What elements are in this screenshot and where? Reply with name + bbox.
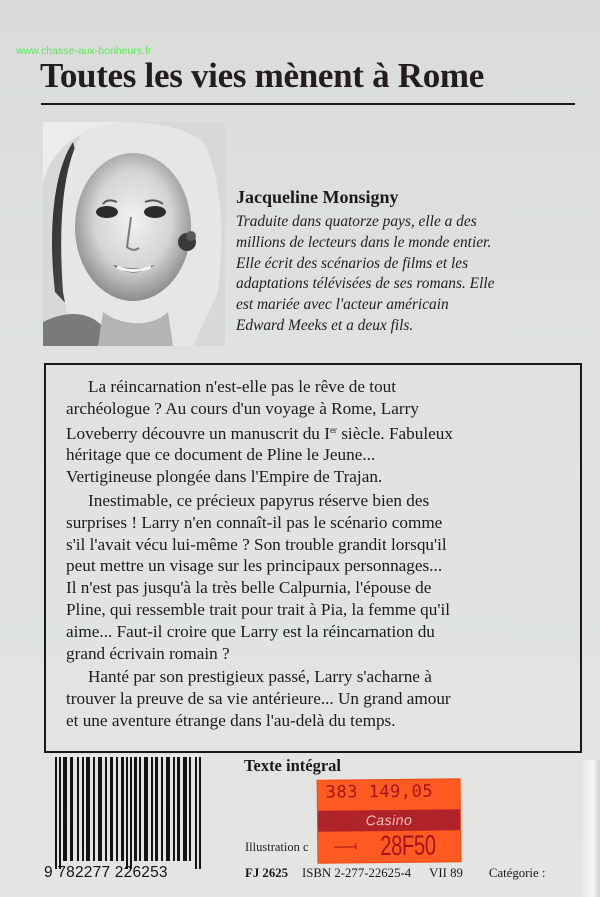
summary-line: héritage que ce document de Pline le Jeune...	[66, 445, 376, 465]
summary-line: Pline, qui ressemble trait pour trait à Pia, la femme qu'il	[66, 599, 450, 619]
summary-line: aime... Faut-il croire que Larry est la réincarnation du	[66, 621, 435, 641]
summary-line: archéologue ? Au cours d'un voyage à Rome, Larry	[66, 398, 419, 418]
summary-line-head: Loveberry découvre un manuscrit du I	[66, 423, 330, 443]
summary-line: peut mettre un visage sur les principaux personnages...	[66, 556, 443, 576]
ordinal-superscript: er	[329, 424, 337, 435]
arrow-mark-icon	[334, 846, 356, 847]
author-bio-line: millions de lecteurs dans le monde entier.	[236, 233, 492, 251]
summary-line	[66, 420, 586, 445]
isbn-barcode	[55, 757, 205, 869]
author-portrait-image	[43, 122, 225, 346]
summary-line: Inestimable, ce précieux papyrus réserve bien des	[88, 490, 430, 510]
print-date: VII 89	[429, 866, 463, 880]
summary-line: grand écrivain romain ?	[66, 643, 230, 663]
author-name: Jacqueline Monsigny	[236, 187, 399, 207]
summary-line: et une aventure étrange dans l'au-delà du temps.	[66, 710, 396, 730]
summary-line: Il n'est pas jusqu'à la très belle Calpurnia, l'épouse de	[66, 578, 432, 598]
summary-paragraph-1	[66, 376, 586, 488]
summary-line-tail: siècle. Fabuleux	[336, 423, 453, 443]
author-bio-line: adaptations télévisées de ses romans. Elle	[236, 275, 495, 293]
watermark-url: www.chasse-aux-bonheurs.fr	[16, 45, 152, 57]
cover-edge-wear	[582, 760, 600, 897]
author-bio-line: Traduite dans quatorze pays, elle a des	[236, 213, 477, 230]
summary-line: s'il l'avait vécu lui-même ? Son trouble grandit lorsqu'il	[66, 534, 447, 554]
summary-line: Vertigineuse plongée dans l'Empire de Trajan.	[66, 467, 383, 487]
book-summary	[66, 376, 586, 732]
summary-line: Hanté par son prestigieux passé, Larry s'acharne à	[88, 667, 432, 687]
summary-line: La réincarnation n'est-elle pas le rêve de tout	[88, 377, 397, 396]
summary-paragraph-3	[66, 666, 586, 731]
barcode-digit-prefix: 9	[44, 864, 53, 881]
unabridged-label: Texte intégral	[244, 756, 341, 775]
author-bio-line: est mariée avec l'acteur américain	[236, 296, 449, 314]
summary-paragraph-2	[66, 490, 586, 664]
store-brand-label: Casino	[365, 811, 413, 829]
edition-info	[245, 866, 545, 881]
title-divider	[41, 103, 575, 105]
barcode-number	[44, 864, 168, 882]
book-title: Toutes les vies mènent à Rome	[40, 56, 484, 95]
summary-line: trouver la preuve de sa vie antérieure... Un grand amour	[66, 689, 451, 709]
author-photo	[43, 122, 225, 346]
sticker-code: 383 149,05	[325, 781, 434, 803]
sticker-price: 28F50	[380, 829, 436, 862]
author-bio	[236, 212, 596, 337]
collection-code: FJ 2625	[245, 866, 289, 880]
category-label: Catégorie :	[488, 866, 546, 880]
isbn: ISBN 2-277-22625-4	[302, 866, 412, 880]
barcode-digit-group: 226253	[114, 864, 168, 881]
summary-line: surprises ! Larry n'en connaît-il pas le scénario comme	[66, 512, 443, 532]
author-bio-line: Edward Meeks et a deux fils.	[236, 316, 414, 334]
author-bio-line: Elle écrit des scénarios de films et les	[236, 254, 469, 272]
price-sticker	[318, 779, 461, 862]
illustration-credit: Illustration c	[245, 840, 309, 854]
barcode-digit-group: 782277	[57, 864, 111, 881]
